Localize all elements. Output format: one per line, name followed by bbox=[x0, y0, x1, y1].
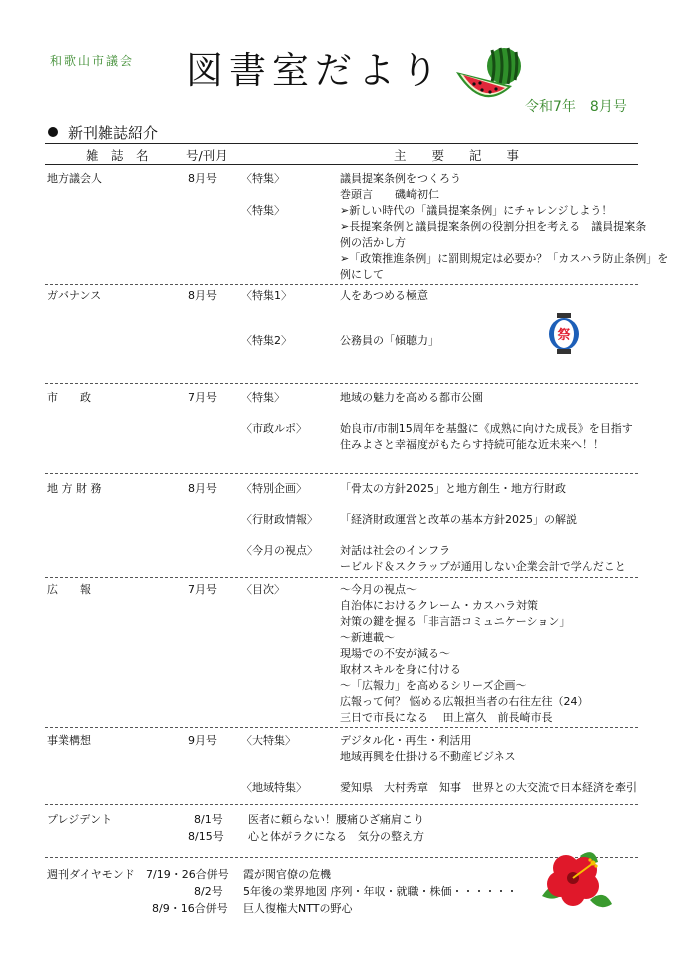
row-divider bbox=[45, 473, 638, 474]
section-heading: 新刊雑誌紹介 bbox=[48, 122, 158, 143]
article-line: 霞が関官僚の危機 bbox=[243, 868, 331, 881]
issue-number: 8/15号 bbox=[188, 830, 224, 843]
article-line: 対話は社会のインフラ bbox=[340, 544, 450, 557]
article-line: 医者に頼らない！腰痛ひざ痛肩こり bbox=[248, 813, 424, 826]
feature-tag: 〈特集〉 bbox=[241, 172, 285, 185]
feature-tag: 〈今月の視点〉 bbox=[241, 544, 318, 557]
magazine-name: 週刊ダイヤモンド bbox=[47, 868, 135, 881]
feature-tag: 〈地域特集〉 bbox=[241, 781, 307, 794]
magazine-name: プレジデント bbox=[47, 813, 113, 826]
issue-number: 9月号 bbox=[188, 734, 217, 747]
article-line: 例にして bbox=[340, 268, 384, 281]
article-line: ➢長提案条例と議員提案条例の役割分担を考える 議員提案条 bbox=[340, 220, 647, 233]
header-rule-top bbox=[45, 143, 638, 144]
column-articles: 主 要 記 事 bbox=[394, 148, 520, 163]
article-line: 三日で市長になる 田上富久 前長崎市長 bbox=[340, 711, 553, 724]
feature-tag: 〈特集1〉 bbox=[241, 289, 292, 302]
article-line: 取材スキルを身に付ける bbox=[340, 663, 461, 676]
magazine-name: 地 方 財 務 bbox=[47, 482, 102, 495]
magazine-name: 広 報 bbox=[47, 583, 91, 596]
issue-date: 令和7年 8月号 bbox=[525, 99, 627, 115]
feature-tag: 〈特集〉 bbox=[241, 204, 285, 217]
issue-number: 8/2号 bbox=[194, 885, 223, 898]
article-line: 公務員の「傾聴力」 bbox=[340, 334, 439, 347]
festival-lantern-icon bbox=[546, 312, 582, 356]
article-line: 議員提案条例をつくろう bbox=[340, 172, 461, 185]
column-issue: 号/刊月 bbox=[186, 148, 228, 163]
row-divider bbox=[45, 284, 638, 285]
article-line: ➢新しい時代の「議員提案条例」にチャレンジしよう！ bbox=[340, 204, 613, 217]
feature-tag: 〈特別企画〉 bbox=[241, 482, 307, 495]
article-line: 例の活かし方 bbox=[340, 236, 406, 249]
magazine-name: 地方議会人 bbox=[47, 172, 102, 185]
article-line: 広報って何？ 悩める広報担当者の右往左往（24） bbox=[340, 695, 589, 708]
article-line: ービルド＆スクラップが通用しない企業会計で学んだこと bbox=[340, 560, 626, 573]
row-divider bbox=[45, 383, 638, 384]
magazine-name: 事業構想 bbox=[47, 734, 91, 747]
issue-number: 7/19・26合併号 bbox=[146, 868, 229, 881]
feature-tag: 〈特集〉 bbox=[241, 391, 285, 404]
header-rule-bottom bbox=[45, 164, 638, 165]
article-line: 「骨太の方針2025」と地方創生・地方行財政 bbox=[340, 482, 566, 495]
row-divider bbox=[45, 727, 638, 728]
issue-number: 8月号 bbox=[188, 289, 217, 302]
article-line: 地域の魅力を高める都市公園 bbox=[340, 391, 483, 404]
issue-number: 7月号 bbox=[188, 391, 217, 404]
watermelon-icon bbox=[452, 42, 524, 106]
article-line: 5年後の業界地図 序列・年収・就職・株価・・・・・・ bbox=[243, 885, 518, 898]
article-line: 心と体がラクになる 気分の整え方 bbox=[248, 830, 424, 843]
article-line: デジタル化・再生・利活用 bbox=[340, 734, 472, 747]
article-line: 「経済財政運営と改革の基本方針2025」の解説 bbox=[340, 513, 577, 526]
bullet-icon bbox=[48, 127, 58, 137]
feature-tag: 〈特集2〉 bbox=[241, 334, 292, 347]
page-title: 図書室だより bbox=[186, 49, 444, 92]
article-line: 巻頭言 磯崎初仁 bbox=[340, 188, 439, 201]
feature-tag: 〈市政ルポ〉 bbox=[241, 422, 307, 435]
issue-number: 7月号 bbox=[188, 583, 217, 596]
issue-number: 8月号 bbox=[188, 482, 217, 495]
article-line: 愛知県 大村秀章 知事 世界との大交流で日本経済を牽引 bbox=[340, 781, 637, 794]
article-line: ～今月の視点～ bbox=[340, 583, 417, 596]
row-divider bbox=[45, 804, 638, 805]
article-line: 地域再興を仕掛ける不動産ビジネス bbox=[340, 750, 516, 763]
feature-tag: 〈大特集〉 bbox=[241, 734, 296, 747]
row-divider bbox=[45, 577, 638, 578]
magazine-name: ガバナンス bbox=[47, 289, 102, 302]
issue-number: 8月号 bbox=[188, 172, 217, 185]
magazine-name: 市 政 bbox=[47, 391, 91, 404]
issue-number: 8/9・16合併号 bbox=[152, 902, 228, 915]
article-line: 住みよさと幸福度がもたらす持続可能な近未来へ！！ bbox=[340, 438, 604, 451]
article-line: ～新連載～ bbox=[340, 631, 395, 644]
article-line: 自治体におけるクレーム・カスハラ対策 bbox=[340, 599, 538, 612]
article-line: 対策の鍵を握る「非言語コミュニケーション」 bbox=[340, 615, 571, 628]
column-magazine: 雑 誌 名 bbox=[86, 148, 149, 163]
article-line: 始良市/市制15周年を基盤に《成熟に向けた成長》を目指す bbox=[340, 422, 633, 435]
article-line: ～「広報力」を高めるシリーズ企画～ bbox=[340, 679, 527, 692]
article-line: ➢「政策推進条例」に罰則規定は必要か？「カスハラ防止条例」を bbox=[340, 252, 669, 265]
article-line: 人をあつめる極意 bbox=[340, 289, 428, 302]
feature-tag: 〈行財政情報〉 bbox=[241, 513, 318, 526]
council-name: 和歌山市議会 bbox=[50, 54, 135, 68]
hibiscus-flower-icon bbox=[536, 848, 616, 914]
issue-number: 8/1号 bbox=[194, 813, 223, 826]
article-line: 巨人復権大NTTの野心 bbox=[243, 902, 353, 915]
lantern-character: 祭 bbox=[557, 328, 571, 343]
feature-tag: 〈目次〉 bbox=[241, 583, 285, 596]
article-line: 現場での不安が減る～ bbox=[340, 647, 450, 660]
